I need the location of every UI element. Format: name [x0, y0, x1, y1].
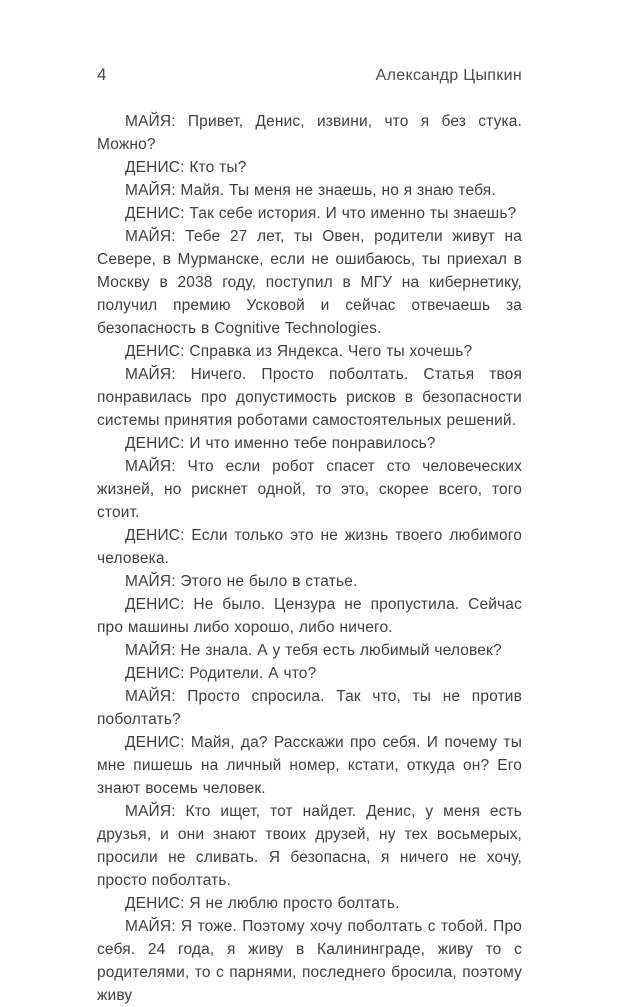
page-number: 4: [97, 65, 107, 84]
dialogue-paragraph: ДЕНИС: Так себе история. И что именно ты знаешь?: [125, 205, 517, 222]
dialogue-paragraph: МАЙЯ: Ничего. Просто поболтать. Статья твоя понравилась про допустимость рисков в безопасности системы принятия роботами самостоятельных решений.: [97, 366, 522, 429]
dialogue-paragraph: МАЙЯ: Майя. Ты меня не знаешь, но я знаю тебя.: [125, 182, 496, 199]
dialogue-paragraph: ДЕНИС: Справка из Яндекса. Чего ты хочешь?: [125, 343, 473, 360]
dialogue-paragraph: МАЙЯ: Кто ищет, тот найдет. Денис, у меня есть друзья, и они знают твоих друзей, ну тех восьмерых, просили не сливать. Я безопасна, я ничего не хочу, просто поболтать.: [97, 803, 522, 889]
dialogue-paragraph: ДЕНИС: Я не люблю просто болтать.: [125, 895, 400, 912]
running-header: [97, 64, 522, 87]
dialogue-paragraph: МАЙЯ: Просто спросила. Так что, ты не против поболтать?: [97, 688, 522, 728]
dialogue-paragraph: ДЕНИС: Кто ты?: [125, 159, 247, 176]
dialogue-paragraph: МАЙЯ: Этого не было в статье.: [125, 573, 358, 590]
dialogue-paragraph: МАЙЯ: Привет, Денис, извини, что я без стука. Можно?: [97, 113, 522, 153]
dialogue-paragraph: ДЕНИС: И что именно тебе понравилось?: [125, 435, 436, 452]
dialogue-text-block: [97, 110, 522, 1007]
dialogue-paragraph: ДЕНИС: Майя, да? Расскажи про себя. И почему ты мне пишешь на личный номер, кстати, откуда он? Его знают восемь человек.: [97, 734, 522, 797]
running-header-author: Александр Цыпкин: [375, 67, 522, 84]
dialogue-paragraph: МАЙЯ: Не знала. А у тебя есть любимый человек?: [125, 642, 502, 659]
dialogue-paragraph: МАЙЯ: Тебе 27 лет, ты Овен, родители живут на Севере, в Мурманске, если не ошибаюсь, ты приехал в Москву в 2038 году, поступил в МГУ на кибернетику, получил премию Усковой и сейчас отвечаешь за безопасность в Cognitive Technologies.: [97, 228, 522, 337]
dialogue-paragraph: ДЕНИС: Родители. А что?: [125, 665, 317, 682]
dialogue-paragraph: ДЕНИС: Не было. Цензура не пропустила. Сейчас про машины либо хорошо, либо ничего.: [97, 596, 522, 636]
dialogue-paragraph: ДЕНИС: Если только это не жизнь твоего любимого человека.: [97, 527, 522, 567]
dialogue-paragraph: МАЙЯ: Я тоже. Поэтому хочу поболтать с тобой. Про себя. 24 года, я живу в Калининграде, живу то с родителями, то с парнями, последнего бросила, поэтому живу: [97, 918, 522, 1004]
dialogue-paragraph: МАЙЯ: Что если робот спасет сто человеческих жизней, но рискнет одной, то это, скорее всего, того стоит.: [97, 458, 522, 521]
